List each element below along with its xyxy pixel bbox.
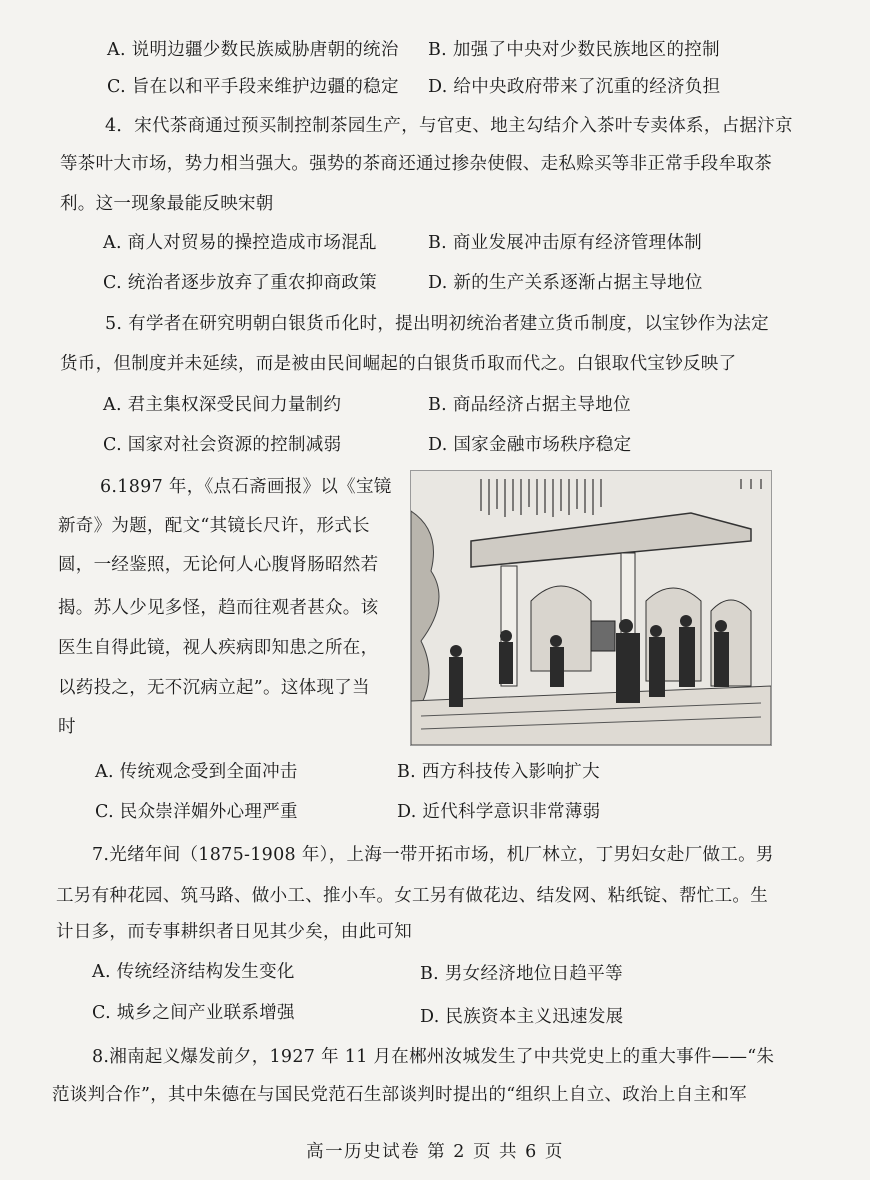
q6-stem-line-5: 医生自得此镜，视人疾病即知患之所在， (58, 638, 379, 658)
q5-option-a[interactable]: A. 君主集权深受民间力量制约 (103, 395, 342, 415)
q3-option-b[interactable]: B. 加强了中央对少数民族地区的控制 (428, 40, 720, 60)
q6-option-b[interactable]: B. 西方科技传入影响扩大 (397, 762, 600, 782)
q6-option-d[interactable]: D. 近代科学意识非常薄弱 (397, 802, 601, 822)
tree-foliage (411, 511, 439, 721)
q5-option-d[interactable]: D. 国家金融市场秩序稳定 (428, 435, 632, 455)
q6-option-c[interactable]: C. 民众崇洋媚外心理严重 (95, 802, 298, 822)
q6-illustration (410, 470, 772, 746)
q7-option-b[interactable]: B. 男女经济地位日趋平等 (420, 964, 623, 984)
q7-option-a[interactable]: A. 传统经济结构发生变化 (92, 962, 295, 982)
woodcut-illustration-image (411, 471, 771, 745)
q4-option-a[interactable]: A. 商人对贸易的操控造成市场混乱 (103, 233, 377, 253)
roof-shape (471, 513, 751, 567)
q6-stem-line-4: 揭。苏人少见多怪，趋而往观者甚众。该 (58, 598, 379, 618)
q6-stem-line-7: 时 (58, 717, 76, 737)
q7-stem-line-3: 计日多，而专事耕织者日见其少矣，由此可知 (56, 922, 412, 942)
x-ray-box (591, 621, 615, 651)
q8-stem-line-2: 范谈判合作”，其中朱德在与国民党范石生部谈判时提出的“组织上自立、政治上自主和军 (52, 1085, 747, 1105)
q4-option-c[interactable]: C. 统治者逐步放弃了重农抑商政策 (103, 273, 377, 293)
q4-stem-line-3: 利。这一现象最能反映宋朝 (60, 194, 274, 214)
q7-option-c[interactable]: C. 城乡之间产业联系增强 (92, 1003, 295, 1023)
q6-stem-line-1: 6.1897 年，《点石斋画报》以《宝镜 (100, 477, 392, 497)
q5-stem-line-1: 5. 有学者在研究明朝白银货币化时，提出明初统治者建立货币制度，以宝钞作为法定 (105, 314, 769, 334)
q8-stem-line-1: 8.湘南起义爆发前夕，1927 年 11 月在郴州汝城发生了中共党史上的重大事件——“朱 (92, 1047, 775, 1067)
q4-option-d[interactable]: D. 新的生产关系逐渐占据主导地位 (428, 273, 703, 293)
q4-stem-line-1: 4．宋代茶商通过预买制控制茶园生产，与官吏、地主勾结介入茶叶专卖体系，占据汴京 (105, 116, 793, 136)
q6-option-a[interactable]: A. 传统观念受到全面冲击 (95, 762, 298, 782)
q7-stem-line-1: 7.光绪年间（1875-1908 年），上海一带开拓市场，机厂林立，丁男妇女赴厂做工。男 (92, 845, 774, 865)
q5-option-b[interactable]: B. 商品经济占据主导地位 (428, 395, 631, 415)
q4-option-b[interactable]: B. 商业发展冲击原有经济管理体制 (428, 233, 703, 253)
q3-option-d[interactable]: D. 给中央政府带来了沉重的经济负担 (428, 77, 721, 97)
q3-option-c[interactable]: C. 旨在以和平手段来维护边疆的稳定 (107, 77, 399, 97)
page-footer: 高一历史试卷 第 2 页 共 6 页 (306, 1142, 564, 1162)
q6-stem-line-6: 以药投之，无不沉病立起”。这体现了当 (58, 678, 370, 698)
q6-stem-line-2: 新奇》为题，配文“其镜长尺许，形式长 (58, 516, 370, 536)
q5-stem-line-2: 货币，但制度并未延续，而是被由民间崛起的白银货币取而代之。白银取代宝钞反映了 (60, 354, 737, 374)
inscription-marks (481, 479, 761, 517)
q4-stem-line-2: 等茶叶大市场，势力相当强大。强势的茶商还通过掺杂使假、走私赊买等非正常手段牟取茶 (60, 154, 772, 174)
q7-option-d[interactable]: D. 民族资本主义迅速发展 (420, 1007, 624, 1027)
q6-stem-line-3: 圆，一经鉴照，无论何人心腹肾肠昭然若 (58, 555, 379, 575)
ground-steps (411, 686, 771, 745)
q7-stem-line-2: 工另有种花园、筑马路、做小工、推小车。女工另有做花边、结发网、粘纸锭、帮忙工。生 (56, 886, 768, 906)
q5-option-c[interactable]: C. 国家对社会资源的控制减弱 (103, 435, 342, 455)
q3-option-a[interactable]: A. 说明边疆少数民族威胁唐朝的统治 (107, 40, 399, 60)
